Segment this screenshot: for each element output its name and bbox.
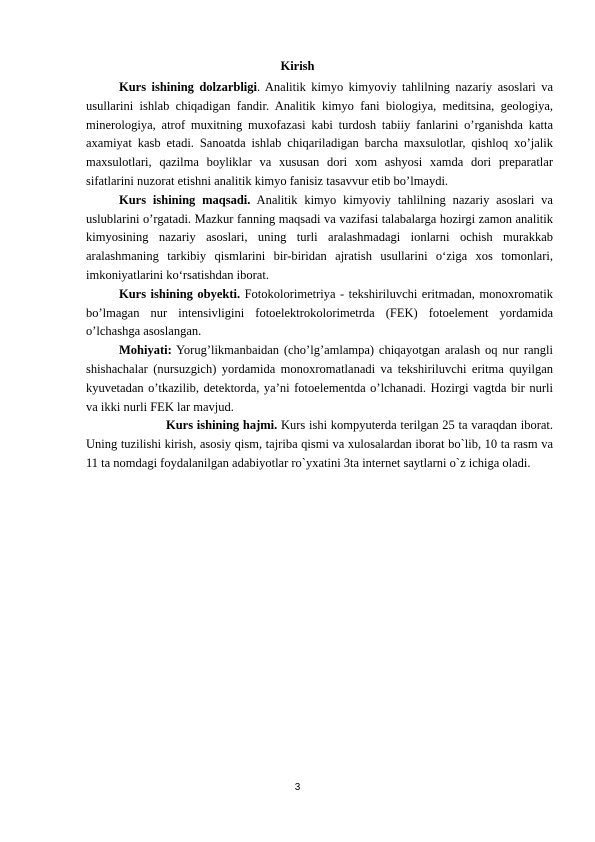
paragraph-relevance [86,78,553,191]
paragraph-text: Kurs ishi kompyuterda terilgan 25 ta varaqdan iborat. Uning tuzilishi kirish, asosiy qism, tajriba qismi va xulosalardan iborat bo`lib, 10 ta rasm va 11 ta nomdagi foydalanilgan adabiyotlar ro`yxatini 3ta internet saytlarni o`z ichiga oladi. [86,418,553,470]
paragraph-text: Fotokolorimetriya - tekshiriluvchi eritmadan, monoxromatik bo’lmagan nur intensivligini fotoelektrokolorimetrda (FEK) fotoelement yordamida o’lchashga asoslangan. [86,286,553,339]
paragraph-text: Yorug’likmanbaidan (cho’lg’amlampa) chiqayotgan aralash oq nur rangli shishachalar (nursuzgich) yordamida monoxromatlanadi va tekshiriluvchi eritma quyilgan kyuvetadan o’tkazilib, detektorda, ya’ni fotoelementda o’lchanadi. Hozirgi vagtda bir nurli va ikki nurli FEK lar mavjud. [86,343,553,414]
page-title: Kirish [280,59,315,73]
paragraph-goal [86,191,553,285]
paragraph-heading: Kurs ishining dolzarbligi [119,80,257,94]
paragraph-text: . Analitik kimyo kimyoviy tahlilning nazariy asoslari va usullarini ishlab chiqadigan fandir. Analitik kimyo fani biologiya, meditsina, geologiya, minerologiya, atrof muxitning muxofazasi kabi turdosh tabiiy fanlarini o’rganishda katta axamiyat kasb etadi. Sanoatda ishlab chiqariladigan barcha maxsulotlar, qishloq xo’jalik maxsulotlari, qazilma boyliklar va xususan dori xom ashyosi xamda dori preparatlar sifatlarini nuzorat etishni analitik kimyo fanisiz tasavvur etib bo’lmaydi. [86,80,553,188]
page-number: 3 [294,782,301,793]
paragraph-heading: Mohiyati: [119,343,172,358]
paragraph-text: Analitik kimyo kimyoviy tahlilning nazariy asoslari va uslublarini o’rgatadi. Mazkur fanning maqsadi va vazifasi talabalarga hozirgi zamon analitik kimyosining nazariy asoslari, uning turli aralashmadagi ionlarni ochish murakkab aralashmaning tarkibiy qismlarini bir-biridan ajratish usullarini o‘ziga xos tomonlari, imkoniyatlarini ko‘rsatishdan iborat. [86,192,553,282]
paragraph-volume [86,416,553,472]
paragraph-heading: Kurs ishining maqsadi. [119,192,251,207]
paragraph-heading: Kurs ishining obyekti. [119,286,241,301]
paragraph-object [86,285,553,341]
body-text [86,78,553,473]
paragraph-heading: Kurs ishining hajmi. [166,418,278,433]
paragraph-essence [86,341,553,416]
